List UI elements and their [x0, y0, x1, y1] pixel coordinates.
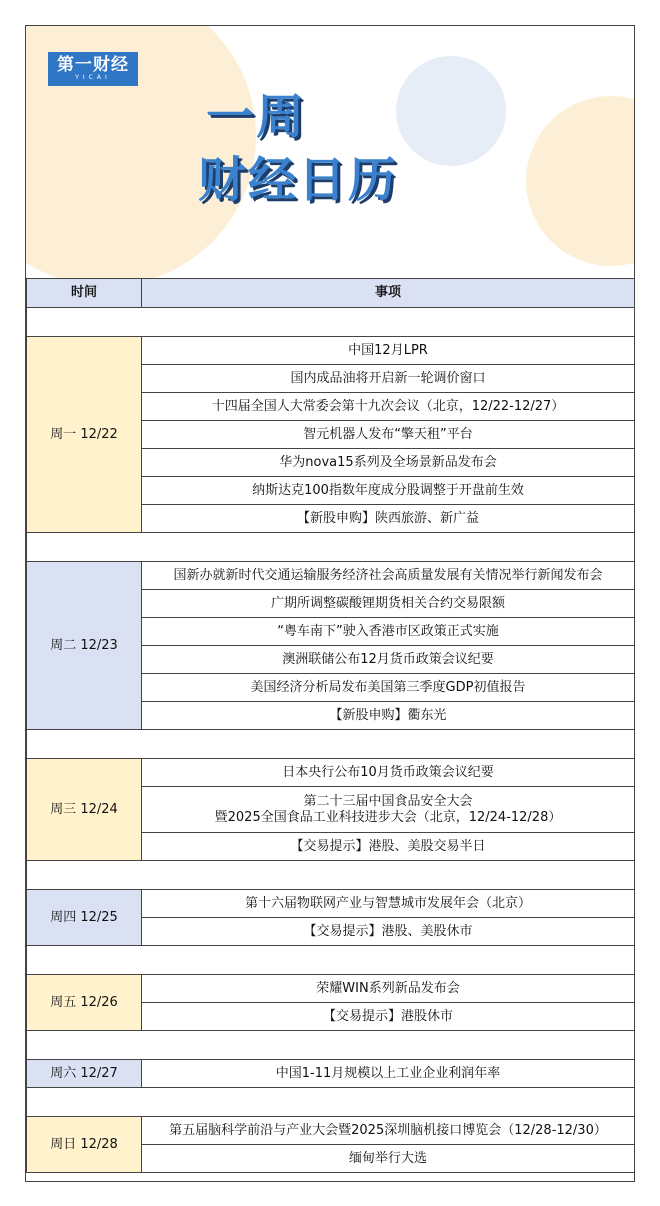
event-cell: 第五届脑科学前沿与产业大会暨2025深圳脑机接口博览会（12/28-12/30） — [142, 1117, 635, 1145]
spacer-row — [27, 308, 635, 337]
spacer-row — [27, 861, 635, 890]
event-cell: 荣耀WIN系列新品发布会 — [142, 975, 635, 1003]
header — [26, 26, 634, 278]
day-cell: 周五 12/26 — [27, 975, 142, 1031]
spacer-row — [27, 1088, 635, 1117]
event-cell: 中国1-11月规模以上工业企业利润年率 — [142, 1060, 635, 1088]
day-cell: 周日 12/28 — [27, 1117, 142, 1173]
page-title-line1: 一周 — [206, 89, 307, 145]
event-cell: 纳斯达克100指数年度成分股调整于开盘前生效 — [142, 477, 635, 505]
event-cell: 日本央行公布10月货币政策会议纪要 — [142, 759, 635, 787]
page-title-line2: 财经日历 — [198, 152, 399, 208]
spacer-row — [27, 946, 635, 975]
column-header-event: 事项 — [142, 279, 635, 308]
day-cell: 周六 12/27 — [27, 1060, 142, 1088]
calendar-poster — [25, 25, 635, 1182]
table-row — [27, 337, 635, 365]
event-cell: 国新办就新时代交通运输服务经济社会高质量发展有关情况举行新闻发布会 — [142, 562, 635, 590]
spacer-row — [27, 1031, 635, 1060]
event-cell: 【新股申购】衢东光 — [142, 702, 635, 730]
event-cell: 【新股申购】陕西旅游、新广益 — [142, 505, 635, 533]
column-header-time: 时间 — [27, 279, 142, 308]
event-line: 暨2025全国食品工业科技进步大会（北京，12/24-12/28） — [214, 809, 562, 825]
event-cell: 十四届全国人大常委会第十九次会议（北京，12/22-12/27） — [142, 393, 635, 421]
table-row — [27, 1060, 635, 1088]
event-cell: 国内成品油将开启新一轮调价窗口 — [142, 365, 635, 393]
decor-circle — [396, 56, 506, 166]
event-cell: 华为nova15系列及全场景新品发布会 — [142, 449, 635, 477]
event-cell: 第十六届物联网产业与智慧城市发展年会（北京） — [142, 890, 635, 918]
logo-text: 第一财经 — [57, 55, 129, 75]
table-row — [27, 975, 635, 1003]
yicai-logo — [48, 52, 138, 86]
table-row — [27, 759, 635, 787]
event-cell: 智元机器人发布“擎天租”平台 — [142, 421, 635, 449]
event-cell-two-line — [142, 787, 635, 833]
calendar-table — [26, 278, 635, 1173]
event-line: 第二十三届中国食品安全大会 — [303, 793, 473, 809]
spacer-row — [27, 533, 635, 562]
day-cell: 周一 12/22 — [27, 337, 142, 533]
day-cell: 周四 12/25 — [27, 890, 142, 946]
event-cell: “粤车南下”驶入香港市区政策正式实施 — [142, 618, 635, 646]
event-cell: 【交易提示】港股休市 — [142, 1003, 635, 1031]
event-cell: 缅甸举行大选 — [142, 1145, 635, 1173]
event-cell: 广期所调整碳酸锂期货相关合约交易限额 — [142, 590, 635, 618]
day-cell: 周三 12/24 — [27, 759, 142, 861]
event-cell: 中国12月LPR — [142, 337, 635, 365]
day-cell: 周二 12/23 — [27, 562, 142, 730]
spacer-row — [27, 730, 635, 759]
event-cell: 【交易提示】港股、美股休市 — [142, 918, 635, 946]
table-row — [27, 1117, 635, 1145]
table-header-row — [27, 279, 635, 308]
logo-subtext: YICAI — [75, 74, 111, 81]
event-cell: 美国经济分析局发布美国第三季度GDP初值报告 — [142, 674, 635, 702]
table-row — [27, 562, 635, 590]
table-row — [27, 890, 635, 918]
event-cell: 【交易提示】港股、美股交易半日 — [142, 833, 635, 861]
event-cell: 澳洲联储公布12月货币政策会议纪要 — [142, 646, 635, 674]
decor-circle — [526, 96, 634, 266]
